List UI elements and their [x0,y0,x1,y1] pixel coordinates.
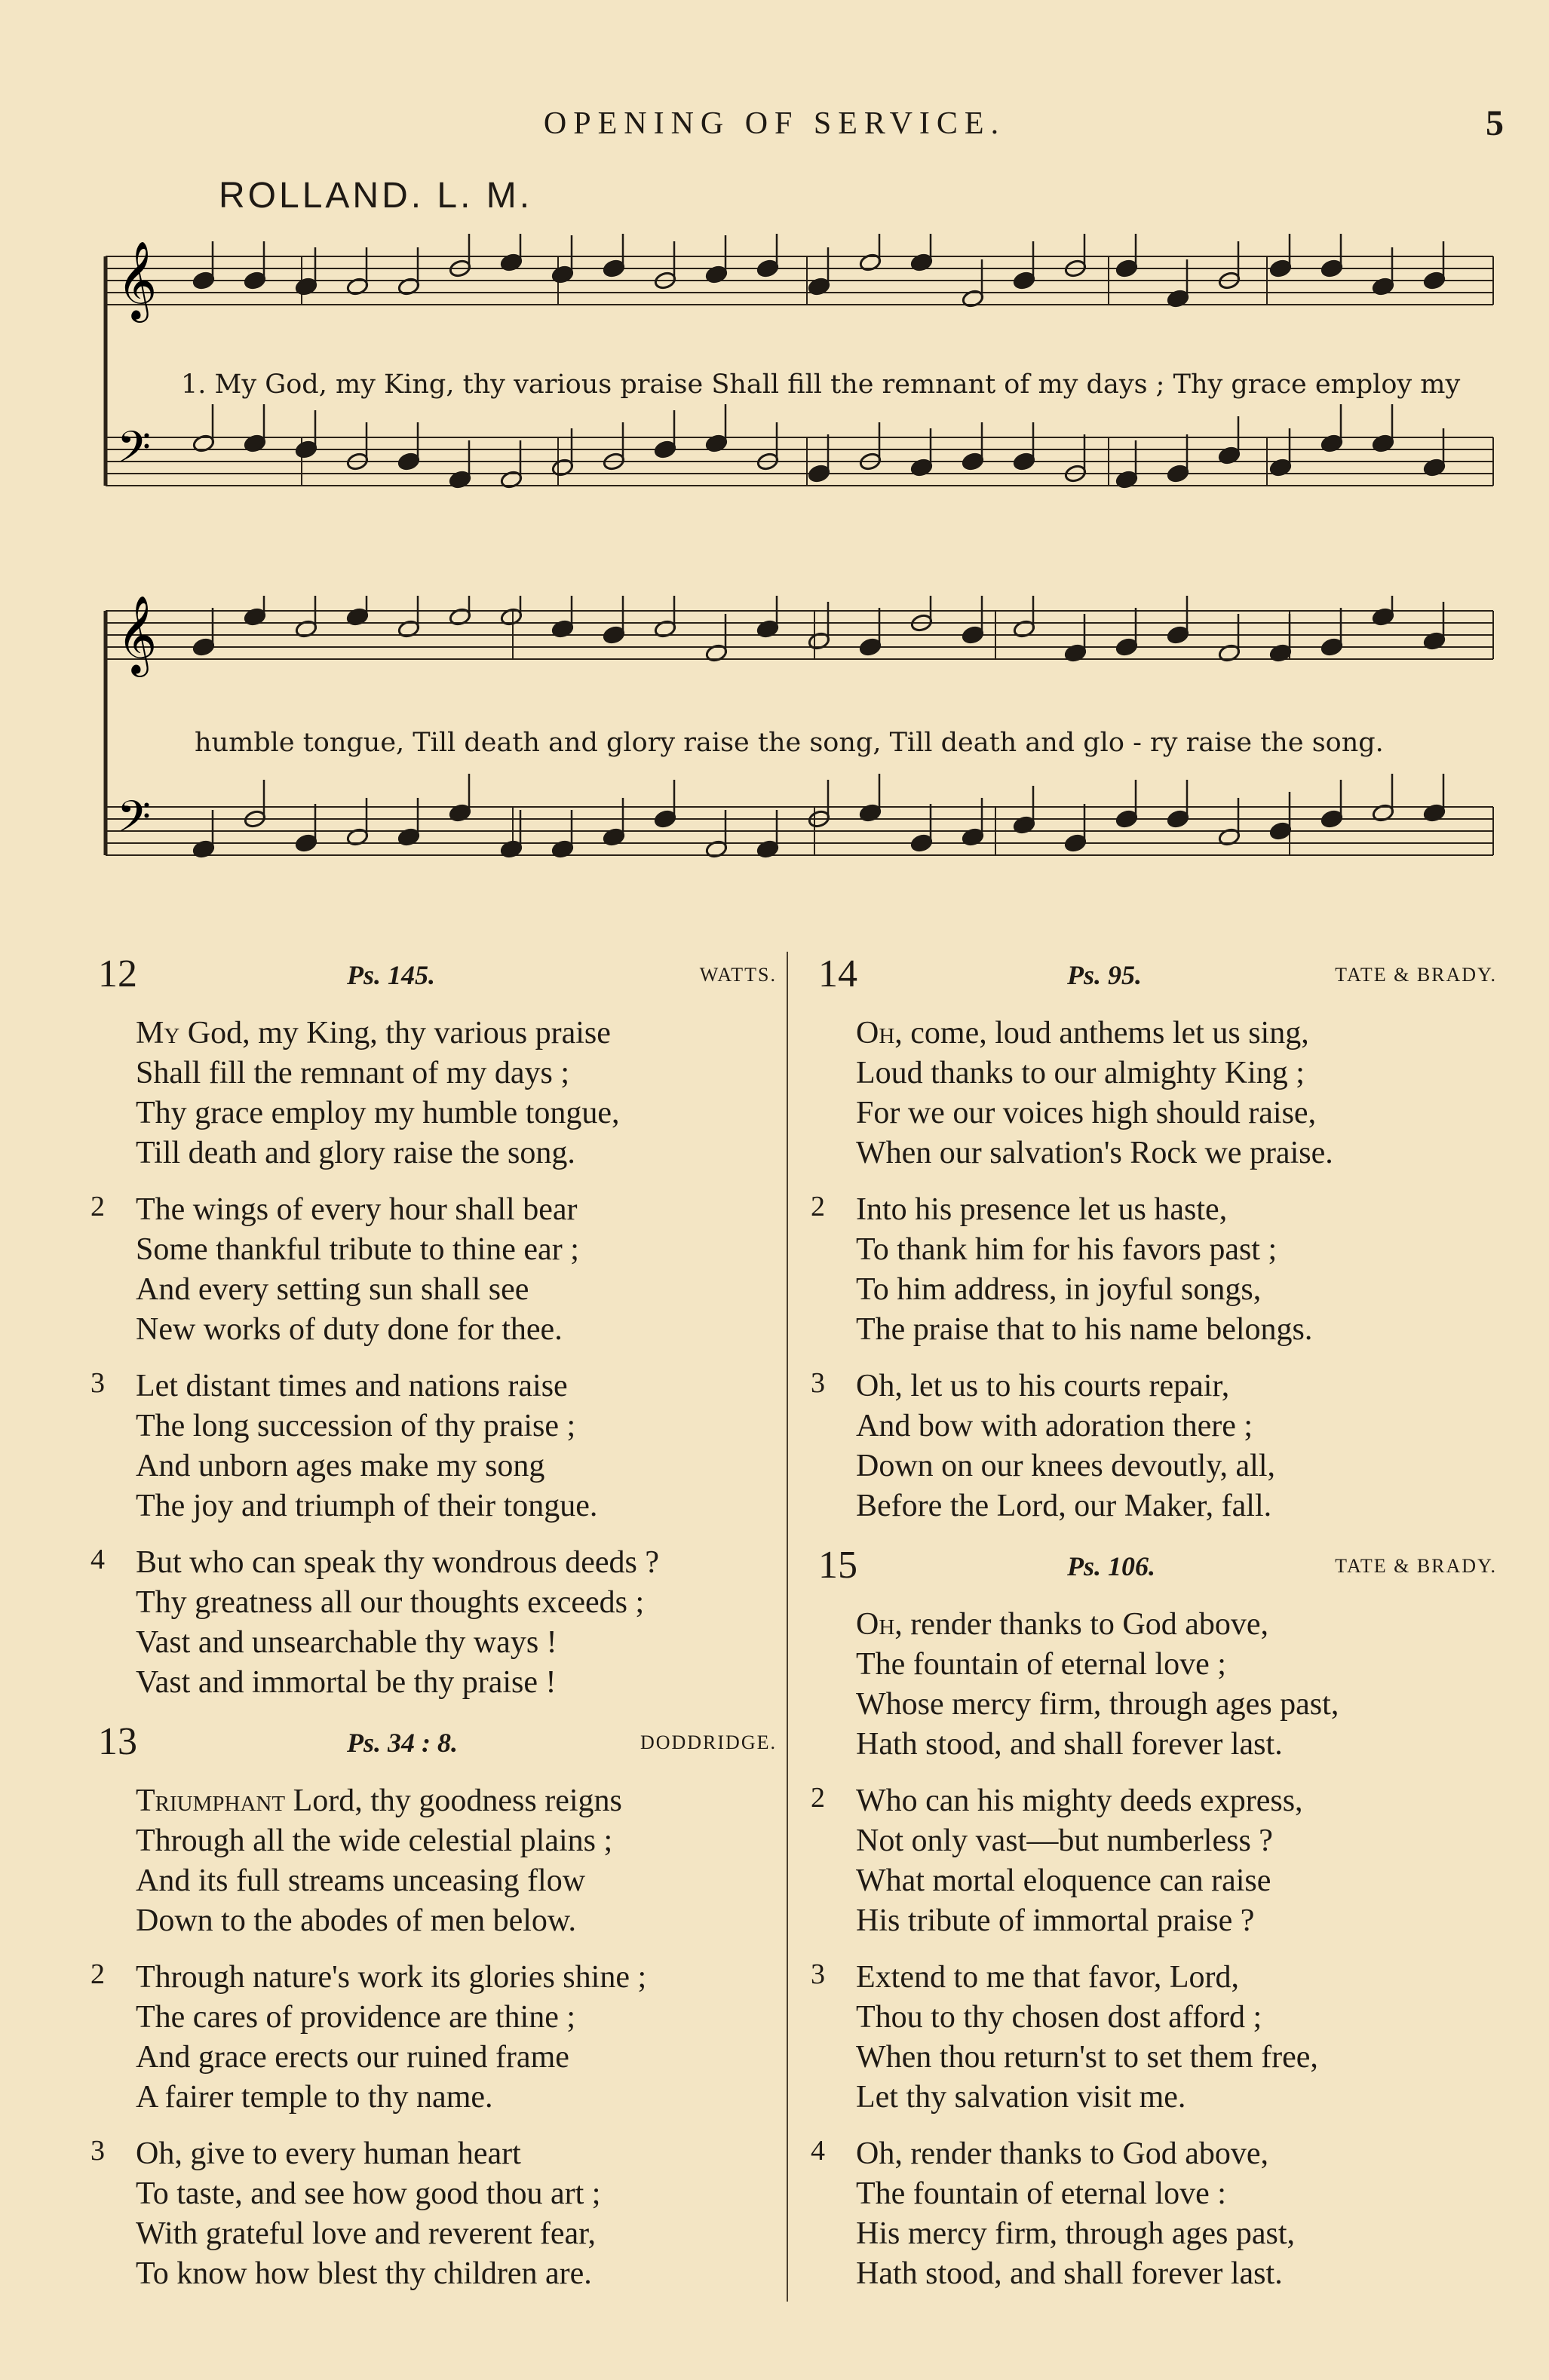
left-column [90,952,784,2311]
verse-text: What mortal eloquence can raise [856,1863,1271,1898]
verse-line [90,2174,784,2214]
bass-clef-icon: 𝄢 [117,791,152,853]
note-head [603,625,626,645]
verse-text: come, loud anthems let us sing, [902,1016,1309,1050]
note-head [808,277,831,296]
note-head [1218,446,1241,465]
verse-line [90,1861,784,1901]
note-head [192,434,216,453]
hymn-header [90,1719,784,1781]
stanza [811,1366,1505,1526]
stanza [811,1781,1505,1941]
note-head [192,839,216,859]
note-head [962,289,985,308]
note-head [295,619,318,639]
hymn-number: 13 [98,1720,137,1763]
note-head [705,434,728,453]
note-head [551,839,575,859]
verse-text: For we our voices high should raise, [856,1096,1317,1130]
hymn-header [811,1543,1505,1605]
note-head [244,607,267,627]
verse-line [811,1486,1505,1526]
verse-text: Shall fill the remnant of my days ; [136,1056,570,1090]
note-head [1372,803,1395,823]
verse-line [811,1781,1505,1821]
note-head [1372,434,1395,453]
music-system-1 [90,234,1508,543]
note-head [756,619,780,639]
note-head [1167,625,1190,645]
verse-text: Till death and glory raise the song. [136,1136,575,1170]
note-head [1269,643,1293,663]
note-head [244,271,267,290]
verse-line [90,1543,784,1583]
stanza-number: 3 [90,1367,105,1399]
hymn-reference: Ps. 95. [1067,960,1142,990]
stanza-number: 4 [811,2135,825,2167]
verse-text: And bow with adoration there ; [856,1409,1253,1443]
stanza-number: 3 [811,1958,825,1990]
hymn-author: TATE & BRADY. [1335,1555,1497,1577]
note-head [1423,631,1446,651]
note-head [1167,464,1190,483]
verse-lead-word: Triumphant [136,1783,286,1818]
verse-text: The fountain of eternal love ; [856,1647,1226,1682]
treble-clef-icon: 𝄞 [117,241,158,320]
verse-text: A fairer temple to thy name. [136,2080,493,2115]
verse-text: His tribute of immortal praise ? [856,1903,1255,1938]
note-head [859,803,882,823]
stanza [90,2134,784,2294]
verse-line [811,1310,1505,1350]
note-head [654,440,677,459]
note-head [1167,809,1190,829]
verse-line [811,1366,1505,1406]
verse-line [90,2078,784,2118]
note-head [500,253,523,272]
note-head [1423,271,1446,290]
verse-text: Whose mercy firm, through ages past, [856,1687,1339,1722]
system-1-lyric: 1. My God, my King, thy various praise Shall fill the remnant of my days ; Thy grace employ my [181,370,1461,400]
hymn [90,952,784,1703]
note-head [295,440,318,459]
system-2-lyric: humble tongue, Till death and glory raise the song, Till death and glo - ry raise the song. [195,728,1384,758]
verse-text: Let thy salvation visit me. [856,2080,1186,2115]
stanza-number: 2 [90,1958,105,1990]
note-head [192,637,216,657]
note-head [1115,809,1139,829]
verse-line [811,1446,1505,1486]
verse-line [90,1663,784,1703]
stanza [811,1190,1505,1350]
verse-text: Down to the abodes of men below. [136,1903,576,1938]
verse-line [811,1685,1505,1725]
verse-line [811,1014,1505,1054]
verse-line [90,2134,784,2174]
verse-text: Hath stood, and shall forever last. [856,2256,1283,2291]
note-head [1115,259,1139,278]
verse-line [90,1093,784,1133]
page-header [0,103,1549,151]
note-head [705,839,728,859]
verse-text: Not only vast—but numberless ? [856,1823,1273,1858]
stanza [90,1190,784,1350]
verse-line [90,2214,784,2254]
verse-text: Through all the wide celestial plains ; [136,1823,613,1858]
stanza-number: 2 [811,1782,825,1814]
note-head [1013,271,1036,290]
note-head [397,619,421,639]
verse-text: Oh, give to every human heart [136,2136,521,2171]
note-head [295,833,318,853]
stanza [90,1543,784,1703]
tune-title: ROLLAND. L. M. [219,176,533,216]
verse-text: The wings of every hour shall bear [136,1192,578,1227]
note-head [1269,821,1293,841]
verse-text: render thanks to God above, [902,1607,1268,1642]
note-head [449,803,472,823]
verse-line [811,1054,1505,1093]
hymn [811,1543,1505,2294]
verse-line [90,1310,784,1350]
staff-notation-2 [90,596,1508,928]
verse-line [811,1901,1505,1941]
hymn-header [811,952,1505,1014]
note-head [1064,643,1087,663]
note-head [551,265,575,284]
verse-line [90,1230,784,1270]
note-head [397,277,421,296]
verse-text: Into his presence let us haste, [856,1192,1228,1227]
note-head [654,809,677,829]
note-head [346,607,370,627]
running-title: OPENING OF SERVICE. [543,106,1006,141]
verse-line [90,1054,784,1093]
verse-text: His mercy firm, through ages past, [856,2216,1296,2251]
verse-text: The cares of providence are thine ; [136,2000,576,2035]
verse-text: To him address, in joyful songs, [856,1272,1262,1307]
hymn-author: WATTS. [699,964,777,986]
verse-line [811,1093,1505,1133]
verse-text: The praise that to his name belongs. [856,1312,1313,1347]
note-head [1372,607,1395,627]
note-head [1013,619,1036,639]
stanza-number: 3 [811,1367,825,1399]
bass-clef-icon: 𝄢 [117,422,152,483]
verse-text: Some thankful tribute to thine ear ; [136,1232,579,1267]
verse-line [90,1781,784,1821]
verse-text: Vast and unsearchable thy ways ! [136,1625,557,1660]
hymn-author: TATE & BRADY. [1335,964,1497,986]
verse-text: The long succession of thy praise ; [136,1409,576,1443]
stanza [90,1014,784,1173]
verse-text: Through nature's work its glories shine ; [136,1960,647,1995]
verse-text: New works of duty done for thee. [136,1312,563,1347]
note-head [1064,833,1087,853]
note-head [295,277,318,296]
verse-line [90,1406,784,1446]
note-head [1115,637,1139,657]
verse-line [811,1133,1505,1173]
verse-text: Thy greatness all our thoughts exceeds ; [136,1585,645,1620]
hymn [811,952,1505,1526]
verse-text: And its full streams unceasing flow [136,1863,586,1898]
hymn-author: DODDRIDGE. [640,1731,777,1753]
hymn-reference: Ps. 34 : 8. [347,1728,458,1758]
verse-line [90,1446,784,1486]
verse-line [811,2038,1505,2078]
hymn-reference: Ps. 145. [347,960,435,990]
note-head [1320,434,1344,453]
note-head [192,271,216,290]
stanza [90,1366,784,1526]
note-head [346,827,370,847]
verse-line [90,2254,784,2294]
verse-text: Oh, let us to his courts repair, [856,1369,1230,1403]
page-number: 5 [1486,103,1504,143]
verse-text: The joy and triumph of their tongue. [136,1489,598,1523]
verse-line [90,1133,784,1173]
note-head [962,827,985,847]
note-head [910,833,934,853]
verse-lead-word: Oh, [856,1607,903,1642]
note-head [1218,643,1241,663]
note-head [1013,815,1036,835]
verse-line [811,1605,1505,1645]
verse-text: Hath stood, and shall forever last. [856,1727,1283,1762]
note-head [654,619,677,639]
verse-line [90,1998,784,2038]
stanza-number: 4 [90,1544,105,1575]
verse-text: When our salvation's Rock we praise. [856,1136,1333,1170]
verse-text: Loud thanks to our almighty King ; [856,1056,1305,1090]
note-head [346,277,370,296]
verse-text: Oh, render thanks to God above, [856,2136,1269,2171]
verse-text: Extend to me that favor, Lord, [856,1960,1239,1995]
stanza [811,1014,1505,1173]
verse-text: When thou return'st to set them free, [856,2040,1318,2075]
stanza [90,1781,784,1941]
stanza [811,1958,1505,2118]
verse-text: But who can speak thy wondrous deeds ? [136,1545,660,1580]
verse-line [811,1861,1505,1901]
note-head [859,637,882,657]
verse-line [811,1406,1505,1446]
note-head [705,265,728,284]
note-head [756,259,780,278]
verse-line [90,2038,784,2078]
note-head [244,434,267,453]
note-head [449,470,472,489]
verse-text: To taste, and see how good thou art ; [136,2176,601,2211]
verse-line [90,1821,784,1861]
verse-line [90,1014,784,1054]
note-head [551,619,575,639]
verse-text: With grateful love and reverent fear, [136,2216,596,2251]
hymn-number: 15 [818,1544,857,1587]
note-head [808,631,831,651]
verse-line [90,1623,784,1663]
note-head [1423,458,1446,477]
music-system-2 [90,596,1508,928]
note-head [500,470,523,489]
verse-text: To thank him for his favors past ; [856,1232,1278,1267]
verse-line [811,1645,1505,1685]
hymn [90,1719,784,2294]
verse-line [811,1725,1505,1765]
verse-line [90,1901,784,1941]
verse-line [811,1998,1505,2038]
hymn-number: 12 [98,952,137,995]
verse-text: To know how blest thy children are. [136,2256,592,2291]
note-head [1269,458,1293,477]
verse-line [811,2214,1505,2254]
note-head [1013,452,1036,471]
note-head [705,643,728,663]
verse-text: And unborn ages make my song [136,1449,545,1483]
note-head [1167,289,1190,308]
verse-text: Thou to thy chosen dost afford ; [856,2000,1262,2035]
verse-line [90,1190,784,1230]
note-head [910,253,934,272]
treble-clef-icon: 𝄞 [117,596,158,674]
verse-text: The fountain of eternal love : [856,2176,1226,2211]
note-head [397,452,421,471]
verse-line [90,1958,784,1998]
verse-text: Thy grace employ my humble tongue, [136,1096,620,1130]
note-head [1320,259,1344,278]
note-head [500,607,523,627]
note-head [1320,637,1344,657]
column-divider [787,952,788,2302]
verse-text: Down on our knees devoutly, all, [856,1449,1276,1483]
verse-line [90,1366,784,1406]
verse-line [90,1583,784,1623]
note-head [1423,803,1446,823]
note-head [603,827,626,847]
stanza-number: 3 [90,2135,105,2167]
hymn-header [90,952,784,1014]
verse-line [811,1958,1505,1998]
stanza-number: 2 [811,1191,825,1222]
verse-line [90,1270,784,1310]
verse-line [811,1230,1505,1270]
verse-text: And grace erects our ruined frame [136,2040,569,2075]
verse-text: And every setting sun shall see [136,1272,529,1307]
note-head [910,458,934,477]
note-head [1320,809,1344,829]
note-head [756,839,780,859]
note-head [962,625,985,645]
verse-line [811,2134,1505,2174]
verse-line [811,1270,1505,1310]
note-head [1218,827,1241,847]
verse-line [811,2174,1505,2214]
verse-lead-word: Oh, [856,1016,903,1050]
verse-text: Who can his mighty deeds express, [856,1783,1303,1818]
note-head [449,607,472,627]
verse-text: Vast and immortal be thy praise ! [136,1665,557,1700]
note-head [808,464,831,483]
verse-lead-word: My [136,1016,180,1050]
verse-line [90,1486,784,1526]
verse-line [811,2254,1505,2294]
note-head [397,827,421,847]
note-head [551,458,575,477]
verse-text: Lord, thy goodness reigns [285,1783,622,1818]
verse-text: Let distant times and nations raise [136,1369,568,1403]
stanza [811,2134,1505,2294]
right-column [811,952,1505,2311]
note-head [962,452,985,471]
note-head [859,253,882,272]
verse-line [811,1821,1505,1861]
stanza-number: 2 [90,1191,105,1222]
verse-text: God, my King, thy various praise [179,1016,611,1050]
stanza [90,1958,784,2118]
verse-text: Before the Lord, our Maker, fall. [856,1489,1272,1523]
stanza [811,1605,1505,1765]
note-head [1269,259,1293,278]
hymn-reference: Ps. 106. [1067,1551,1155,1581]
hymn-number: 14 [818,952,857,995]
note-head [1115,470,1139,489]
note-head [500,839,523,859]
note-head [1372,277,1395,296]
note-head [603,259,626,278]
verse-line [811,1190,1505,1230]
verse-line [811,2078,1505,2118]
